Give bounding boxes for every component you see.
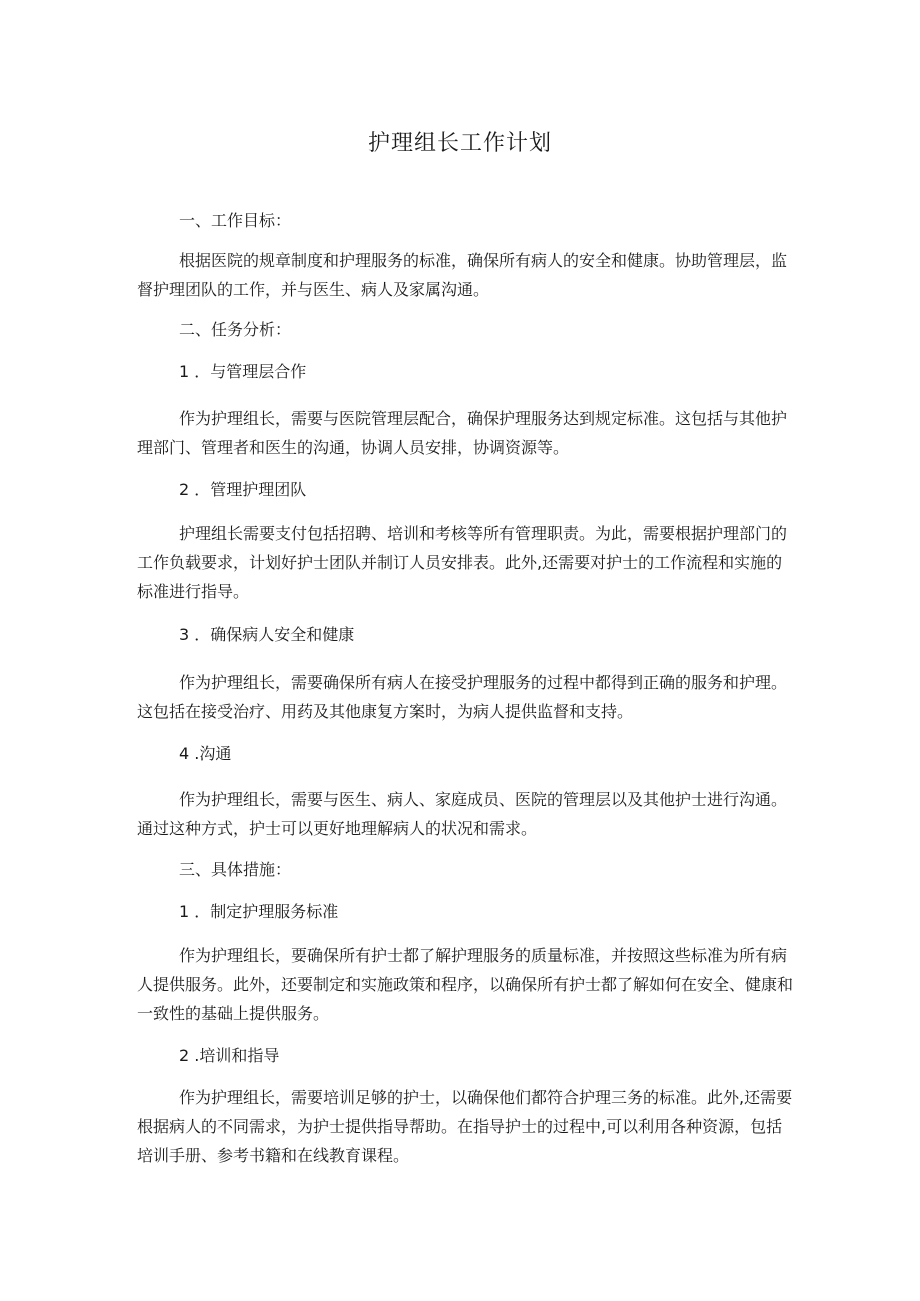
document-title: 护理组长工作计划 (367, 131, 552, 156)
paragraph-training: 作为护理组长，需要培训足够的护士，以确保他们都符合护理三务的标准。此外,还需要根据病人的不同需求，为护士提供指导帮助。在指导护士的过程中,可以利用各种资源，包括培训手册、参考书籍和在线教育课程。 (137, 1088, 793, 1165)
item-title-manage-team: 2 ．管理护理团队 (179, 480, 307, 499)
paragraph-manage-team: 护理组长需要支付包括招聘、培训和考核等所有管理职责。为此，需要根据护理部门的工作负载要求，计划好护士团队并制订人员安排表。此外,还需要对护士的工作流程和实施的标准进行指导。 (137, 524, 788, 601)
item-title-service-standards: 1 ．制定护理服务标准 (179, 902, 339, 921)
item-title-training: 2 .培训和指导 (179, 1046, 280, 1065)
item-title-patient-safety: 3 ．确保病人安全和健康 (179, 625, 355, 644)
section-heading-task-analysis: 二、任务分析： (179, 320, 292, 339)
paragraph-communication: 作为护理组长，需要与医生、病人、家庭成员、医院的管理层以及其他护士进行沟通。通过这种方式，护士可以更好地理解病人的状况和需求。 (137, 790, 788, 838)
section-heading-measures: 三、具体措施： (179, 860, 292, 879)
paragraph-patient-safety: 作为护理组长，需要确保所有病人在接受护理服务的过程中都得到正确的服务和护理。这包括在接受治疗、用药及其他康复方案时，为病人提供监督和支持。 (137, 673, 788, 721)
item-title-management-cooperation: 1 ．与管理层合作 (179, 362, 307, 381)
paragraph-service-standards: 作为护理组长，要确保所有护士都了解护理服务的质量标准，并按照这些标准为所有病人提供服务。此外，还要制定和实施政策和程序，以确保所有护士都了解如何在安全、健康和一致性的基础上提供服务。 (137, 946, 794, 1023)
paragraph-goals: 根据医院的规章制度和护理服务的标准，确保所有病人的安全和健康。协助管理层，监督护理团队的工作，并与医生、病人及家属沟通。 (137, 251, 788, 299)
paragraph-management-cooperation: 作为护理组长，需要与医院管理层配合，确保护理服务达到规定标准。这包括与其他护理部门、管理者和医生的沟通，协调人员安排，协调资源等。 (137, 409, 788, 457)
section-heading-goals: 一、工作目标： (179, 211, 292, 230)
item-title-communication: 4 .沟通 (179, 744, 232, 763)
